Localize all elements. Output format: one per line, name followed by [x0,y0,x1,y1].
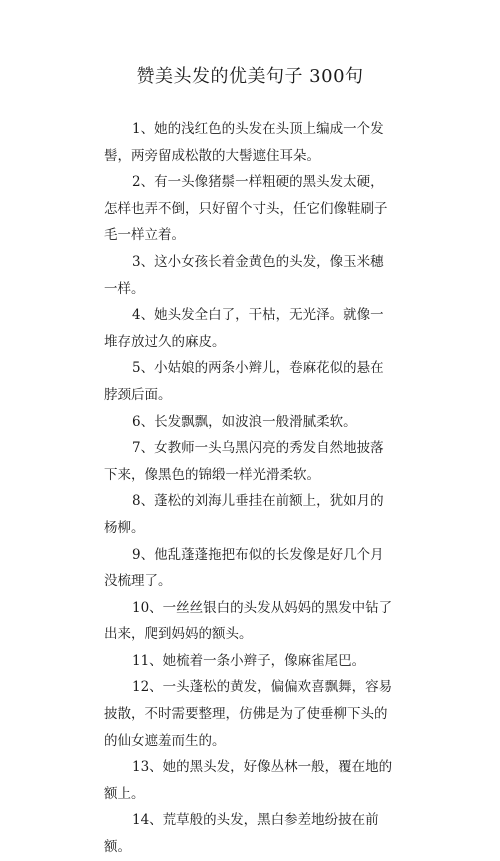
sentence-line: 10、一丝丝银白的头发从妈妈的黑发中钻了出来，爬到 [104,599,393,643]
sentence-item [104,249,396,302]
sentence-line: 妈妈的额头。 [171,626,253,643]
sentence-line: 14、荒草般的头发，黑白参差地纷披在前额。 [104,812,379,856]
sentence-line: 倒，只好留个寸头，任它们像鞋刷子毛一样立着。 [104,200,388,244]
sentence-line: 9、他乱蓬蓬拖把布似的长发像是好几个月没梳理了。 [104,546,384,590]
sentence-line: 5、小姑娘的两条小辫儿，卷麻花似的悬在脖颈后面。 [104,360,384,403]
sentence-line: 色的锦缎一样光滑柔软。 [171,466,320,483]
sentence-line: 2、有一头像猪鬃一样粗硬的黑头发太硬，怎样也弄不 [104,174,384,217]
sentence-item [104,754,396,807]
sentence-line: 6、长发飘飘，如波浪一般滑腻柔软。 [132,413,357,430]
sentence-line: 需要整理，仿佛是为了使垂柳下头的的仙女遮羞而生的。 [104,706,388,749]
sentence-item [104,488,396,541]
sentence-list [104,116,396,861]
sentence-line: 的麻皮。 [171,333,226,350]
sentence-line: 4、她头发全白了，干枯，无光泽。就像一堆存放过久 [104,307,384,350]
sentence-line: 1、她的浅红色的头发在头顶上编成一个发髻，两旁留 [104,121,384,164]
sentence-line: 13、她的黑头发，好像丛林一般，覆在地的额上。 [104,759,393,802]
sentence-item [104,169,396,249]
sentence-item [104,648,396,675]
sentence-line: 11、她梳着一条小辫子，像麻雀尾巴。 [132,652,366,669]
sentence-line: 3、这小女孩长着金黄色的头发，像玉米穗一样。 [104,253,384,297]
sentence-item [104,674,396,754]
sentence-item [104,355,396,408]
sentence-line: 12、一头蓬松的黄发，偏偏欢喜飘舞，容易披散，不时 [104,679,393,723]
sentence-line: 8、蓬松的刘海儿垂挂在前额上，犹如月的杨柳。 [104,493,384,536]
sentence-item [104,116,396,169]
sentence-line: 成松散的大髻遮住耳朵。 [171,147,320,164]
sentence-item [104,807,396,860]
sentence-item [104,542,396,595]
sentence-line: 7、女教师一头乌黑闪亮的秀发自然地披落下来，像黑 [104,440,384,483]
sentence-item [104,595,396,648]
sentence-item [104,409,396,436]
sentence-item [104,302,396,355]
sentence-item [104,435,396,488]
page-title: 赞美头发的优美句子 300句 [136,66,364,87]
